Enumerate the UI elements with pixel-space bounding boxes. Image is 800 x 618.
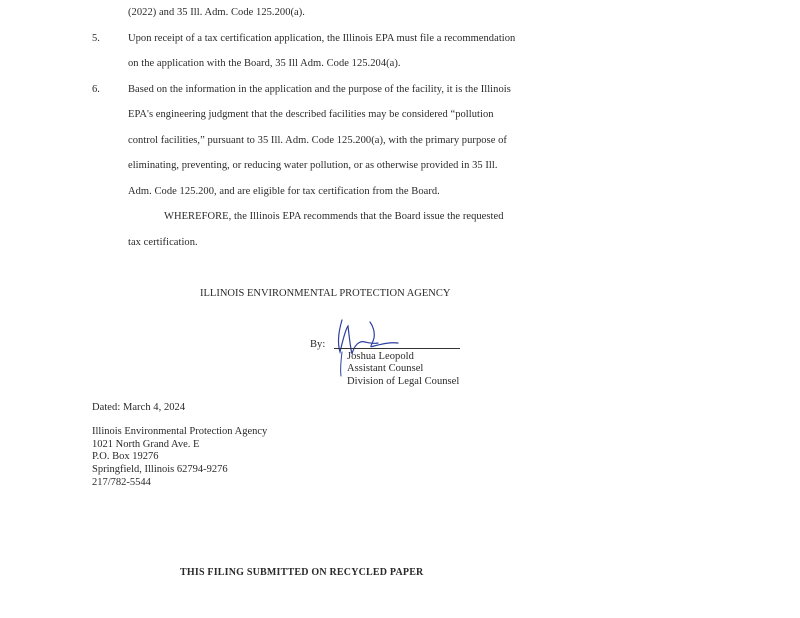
signer-title: Assistant Counsel: [347, 363, 424, 374]
signer-name: Joshua Leopold: [347, 351, 414, 362]
recycled-paper-note: THIS FILING SUBMITTED ON RECYCLED PAPER: [180, 567, 424, 578]
item-5-line-1: Upon receipt of a tax certification application, the Illinois EPA must file a recommendation: [128, 33, 516, 44]
item-6-line-1: Based on the information in the application and the purpose of the facility, it is the Illinois: [128, 84, 511, 95]
signature-line: [334, 348, 460, 349]
item-6-line-5: Adm. Code 125.200, and are eligible for tax certification from the Board.: [128, 186, 440, 197]
address-line-5: 217/782-5544: [92, 477, 151, 488]
address-line-2: 1021 North Grand Ave. E: [92, 439, 200, 450]
signer-division: Division of Legal Counsel: [347, 376, 460, 387]
item-number-6: 6.: [92, 84, 100, 95]
item-5-line-2: on the application with the Board, 35 Ill Adm. Code 125.204(a).: [128, 58, 401, 69]
item-6-line-2: EPA's engineering judgment that the described facilities may be considered “pollution: [128, 109, 494, 120]
address-line-3: P.O. Box 19276: [92, 451, 159, 462]
carryover-line: (2022) and 35 Ill. Adm. Code 125.200(a).: [128, 7, 305, 18]
agency-heading: ILLINOIS ENVIRONMENTAL PROTECTION AGENCY: [200, 288, 451, 299]
wherefore-line-1: WHEREFORE, the Illinois EPA recommends that the Board issue the requested: [164, 211, 504, 222]
by-label: By:: [310, 339, 326, 350]
item-6-line-4: eliminating, preventing, or reducing water pollution, or as otherwise provided in 35 Ill.: [128, 160, 498, 171]
dated-line: Dated: March 4, 2024: [92, 402, 186, 413]
wherefore-line-2: tax certification.: [128, 237, 198, 248]
item-6-line-3: control facilities,” pursuant to 35 Ill. Adm. Code 125.200(a), with the primary purpose of: [128, 135, 507, 146]
item-number-5: 5.: [92, 33, 100, 44]
address-line-1: Illinois Environmental Protection Agency: [92, 426, 268, 437]
address-line-4: Springfield, Illinois 62794-9276: [92, 464, 228, 475]
